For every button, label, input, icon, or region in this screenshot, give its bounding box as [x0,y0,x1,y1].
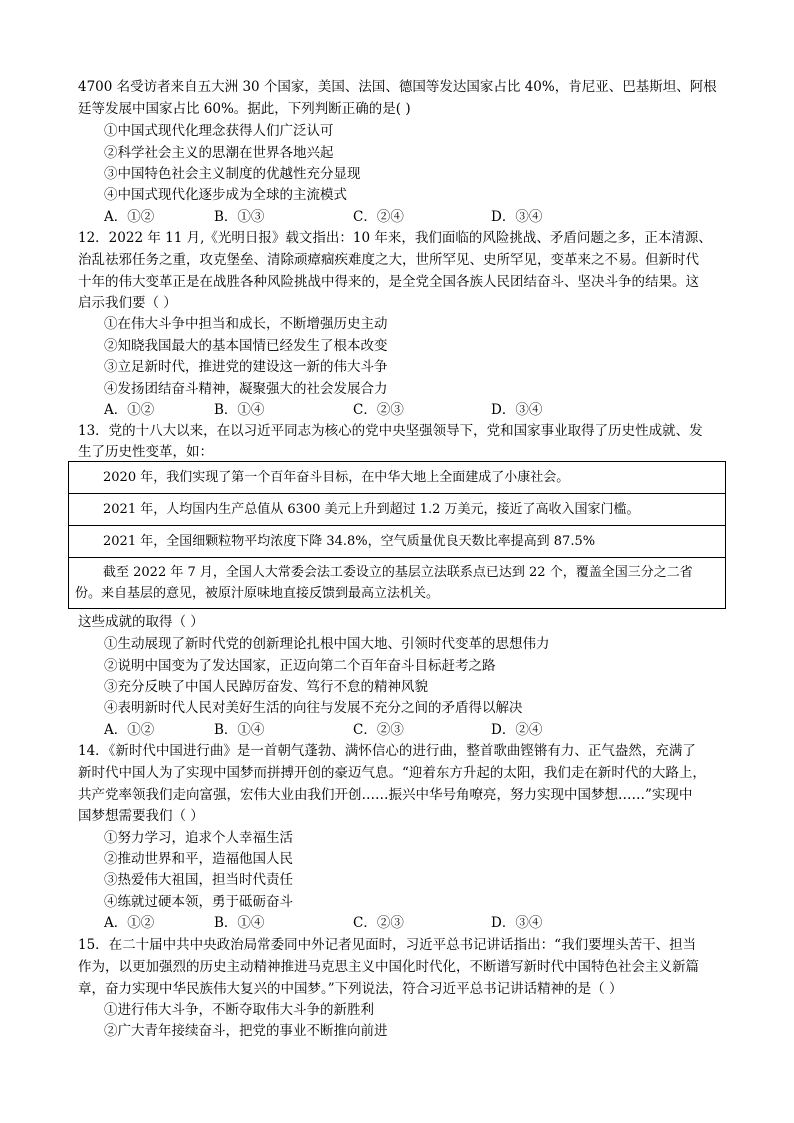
q11-option-d[interactable]: D．③④ [491,209,543,225]
q12-option-b[interactable]: B．①④ [214,402,265,418]
table-row [69,462,725,494]
q12-stem-line: 12．2022 年 11 月,《光明日报》载文指出：10 年来，我们面临的风险挑战、矛盾问题之多，正本清源、 [78,230,712,246]
q11-choice: ①中国式现代化理念获得人们广泛认可 [104,123,334,139]
q15-stem-line: 15．在二十届中共中央政治局常委同中外记者见面时，习近平总书记讲话指出：“我们要埋头苦干、担当 [78,937,697,953]
q12-choice: ④发扬团结奋斗精神，凝聚强大的社会发展合力 [104,381,388,397]
q15-choice: ②广大青年接续奋斗，把党的事业不断推向前进 [104,1023,388,1039]
q14-option-a[interactable]: A．①② [104,915,155,931]
table-row [69,558,725,608]
q13-question: 这些成就的取得（ ） [78,614,204,630]
q13-option-b[interactable]: B．①④ [214,722,265,738]
q12-choice: ②知晓我国最大的基本国情已经发生了根本改变 [104,338,388,354]
q11-choice: ③中国特色社会主义制度的优越性充分显现 [104,166,361,182]
q15-choice: ①进行伟大斗争，不断夺取伟大斗争的新胜利 [104,1002,374,1018]
q11-option-b[interactable]: B．①③ [214,209,265,225]
q12-option-c[interactable]: C．②③ [353,402,404,418]
q11-option-a[interactable]: A．①② [104,209,155,225]
q14-stem-line: 共产党率领我们走向富强，宏伟大业由我们开创……振兴中华号角嘹亮，努力实现中国梦想……”实现中 [78,787,693,803]
q12-option-a[interactable]: A．①② [104,402,155,418]
q14-choice: ③热爱伟大祖国，担当时代责任 [104,872,293,888]
q11-option-c[interactable]: C．②④ [353,209,404,225]
q14-option-b[interactable]: B．①④ [214,915,265,931]
q14-stem-line: 国梦想需要我们（ ） [78,808,204,824]
q11-stem-line: 廷等发展中国家占比 60%。据此，下列判断正确的是( ) [78,101,411,117]
table-cell: 份。来自基层的意见，被原汁原味地直接反馈到最高立法机关。 [75,586,440,601]
table-cell: 2021 年，全国细颗粒物平均浓度下降 34.8%，空气质量优良天数比率提高到 87.5% [103,534,596,549]
q14-choice: ④练就过硬本领，勇于砥砺奋斗 [104,894,293,910]
q14-option-c[interactable]: C．②③ [353,915,404,931]
q15-stem-line: 章，奋力实现中华民族伟大复兴的中国梦。”下列说法，符合习近平总书记讲话精神的是（ ） [78,981,623,997]
q13-choice: ③充分反映了中国人民踔厉奋发、笃行不怠的精神风貌 [104,679,428,695]
q13-choice: ②说明中国变为了发达国家，正迈向第二个百年奋斗目标赶考之路 [104,658,496,674]
q14-choice: ②推动世界和平，造福他国人民 [104,851,293,867]
table-row [69,526,725,558]
q13-option-c[interactable]: C．②③ [353,722,404,738]
q12-stem-line: 十年的伟大变革正是在战胜各种风险挑战中得来的，是全党全国各族人民团结奋斗、坚决斗争的结果。这 [78,274,699,290]
q11-choice: ②科学社会主义的思潮在世界各地兴起 [104,145,334,161]
q15-stem-line: 作为，以更加强烈的历史主动精神推进马克思主义中国化时代化，不断谱写新时代中国特色社会主义新篇 [78,959,699,975]
q12-option-d[interactable]: D．③④ [491,402,543,418]
q13-option-d[interactable]: D．②④ [491,722,543,738]
q11-stem-line: 4700 名受访者来自五大洲 30 个国家，美国、法国、德国等发达国家占比 40%，肯尼亚、巴基斯坦、阿根 [78,79,717,95]
q13-choice: ④表明新时代人民对美好生活的向往与发展不充分之间的矛盾得以解决 [104,700,523,716]
q12-stem-line: 启示我们要（ ） [78,295,177,311]
q12-choice: ①在伟大斗争中担当和成长，不断增强历史主动 [104,316,388,332]
table-cell: 截至 2022 年 7 月，全国人大常委会法工委设立的基层立法联系点已达到 22 个，覆盖全国三分之二省 [103,565,693,580]
q13-choice: ①生动展现了新时代党的创新理论扎根中国大地、引领时代变革的思想伟力 [104,636,550,652]
table-cell: 2021 年，人均国内生产总值从 6300 美元上升到超过 1.2 万美元，接近了高收入国家门槛。 [103,502,640,517]
table-row [69,494,725,526]
q13-stem-line: 生了历史性变革，如： [78,444,213,460]
q14-option-d[interactable]: D．③④ [491,915,543,931]
q12-choice: ③立足新时代，推进党的建设这一新的伟大斗争 [104,359,388,375]
q11-choice: ④中国式现代化逐步成为全球的主流模式 [104,187,347,203]
q13-stem-line: 13．党的十八大以来，在以习近平同志为核心的党中央坚强领导下，党和国家事业取得了历史性成就、发 [78,423,703,439]
achievements-table [68,461,726,609]
q13-option-a[interactable]: A．①② [104,722,155,738]
q14-stem-line: 14．《新时代中国进行曲》是一首朝气蓬勃、满怀信心的进行曲，整首歌曲铿锵有力、正气盎然，充满了 [78,743,696,759]
q14-choice: ①努力学习，追求个人幸福生活 [104,830,293,846]
table-cell: 2020 年，我们实现了第一个百年奋斗目标，在中华大地上全面建成了小康社会。 [103,470,570,485]
q12-stem-line: 治乱祛邪任务之重，攻克堡垒、清除顽瘴痼疾难度之大，世所罕见、史所罕见，变革来之不易。但新时代 [78,252,699,268]
q14-stem-line: 新时代中国人为了实现中国梦而拼搏开创的豪迈气息。“迎着东方升起的太阳，我们走在新时代的大路上， [78,765,706,781]
